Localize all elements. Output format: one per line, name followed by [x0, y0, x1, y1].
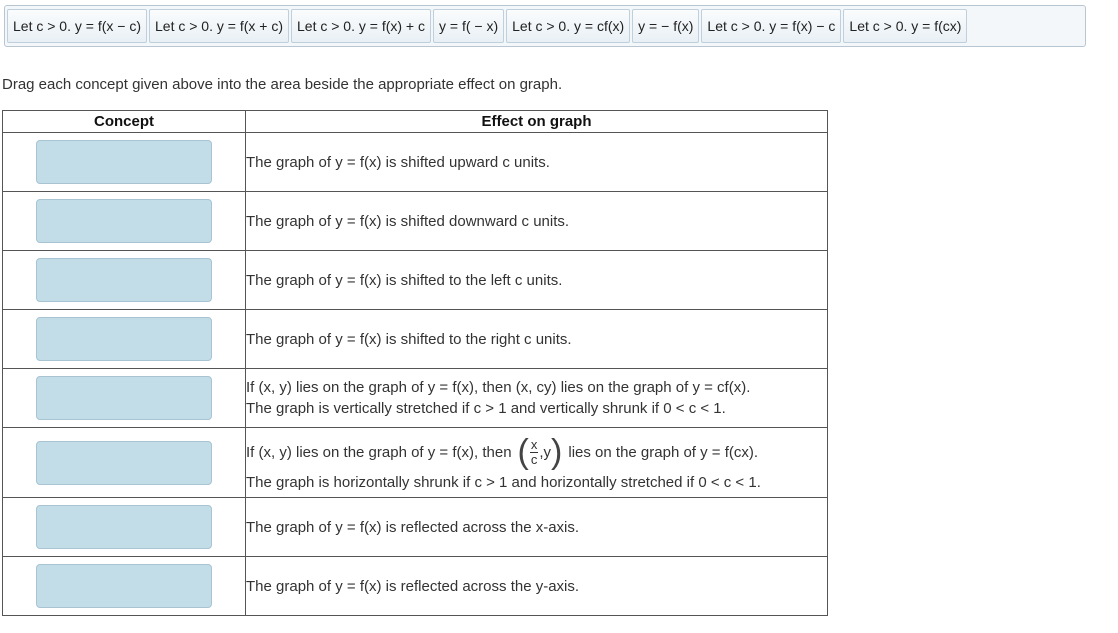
effect-text: The graph of y = f(x) is reflected across the x-axis. — [246, 498, 828, 557]
fraction-numerator: x — [530, 436, 538, 452]
effect-text: The graph of y = f(x) is shifted downward c units. — [246, 192, 828, 251]
effect-text-post: lies on the graph of y = f(cx). — [568, 443, 759, 461]
effect-text: The graph of y = f(x) is shifted to the left c units. — [246, 251, 828, 310]
instructions-text: Drag each concept given above into the area beside the appropriate effect on graph. — [2, 76, 563, 93]
drop-zone-3[interactable] — [36, 258, 212, 302]
point-expression — [518, 432, 563, 472]
effect-line: The graph is vertically stretched if c > 1 and vertically shrunk if 0 < c < 1. — [246, 400, 726, 417]
concept-chip-horizontal-shrink[interactable]: Let c > 0. y = f(cx) — [843, 9, 967, 43]
table-row — [3, 310, 828, 369]
drop-zone-8[interactable] — [36, 564, 212, 608]
concept-bank — [4, 5, 1086, 47]
concept-chip-shift-left[interactable]: Let c > 0. y = f(x + c) — [149, 9, 289, 43]
drop-zone-1[interactable] — [36, 140, 212, 184]
effect-line: If (x, y) lies on the graph of y = f(x), then (x, cy) lies on the graph of y = cf(x). — [246, 379, 751, 396]
drop-zone-4[interactable] — [36, 317, 212, 361]
table-row — [3, 428, 828, 498]
table-row — [3, 192, 828, 251]
drop-zone-6[interactable] — [36, 441, 212, 485]
table-row — [3, 133, 828, 192]
concept-chip-reflect-x[interactable]: y = − f(x) — [632, 9, 699, 43]
concept-chip-vertical-stretch[interactable]: Let c > 0. y = cf(x) — [506, 9, 630, 43]
concept-chip-shift-up[interactable]: Let c > 0. y = f(x) + c — [291, 9, 431, 43]
fraction-x-over-c — [530, 438, 539, 467]
header-effect: Effect on graph — [246, 111, 828, 133]
effect-text: The graph of y = f(x) is shifted to the right c units. — [246, 310, 828, 369]
matching-table — [2, 110, 828, 616]
point-tail: ,y — [539, 443, 552, 461]
drop-zone-7[interactable] — [36, 505, 212, 549]
paren-open: ( — [517, 433, 529, 471]
paren-close: ) — [551, 433, 563, 471]
concept-chip-reflect-y[interactable]: y = f( − x) — [433, 9, 504, 43]
table-row — [3, 498, 828, 557]
table-row — [3, 369, 828, 428]
effect-text: The graph of y = f(x) is shifted upward c units. — [246, 133, 828, 192]
drop-zone-2[interactable] — [36, 199, 212, 243]
effect-line: The graph is horizontally shrunk if c > 1 and horizontally stretched if 0 < c < 1. — [246, 474, 761, 491]
effect-text-block — [246, 369, 828, 428]
concept-chip-shift-down[interactable]: Let c > 0. y = f(x) − c — [701, 9, 841, 43]
table-row — [3, 557, 828, 616]
effect-text: The graph of y = f(x) is reflected across the y-axis. — [246, 557, 828, 616]
concept-chip-shift-right[interactable]: Let c > 0. y = f(x − c) — [7, 9, 147, 43]
drop-zone-5[interactable] — [36, 376, 212, 420]
header-concept: Concept — [3, 111, 246, 133]
effect-text-block — [246, 428, 828, 498]
table-row — [3, 251, 828, 310]
fraction-denominator: c — [530, 451, 538, 467]
effect-line-with-fraction — [246, 432, 827, 472]
effect-text-pre: If (x, y) lies on the graph of y = f(x), then — [246, 443, 512, 461]
